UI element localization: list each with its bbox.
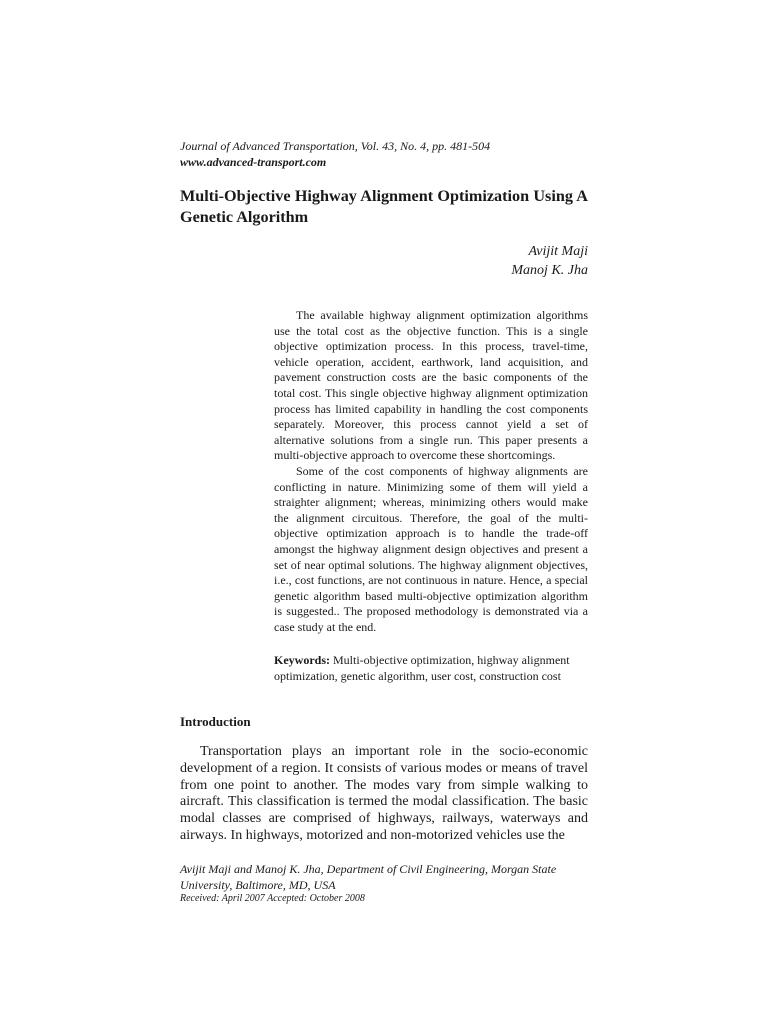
introduction-paragraph: Transportation plays an important role in the socio-economic development of a region. It consists of various modes or means of travel from one point to another. The modes vary from simple walking to aircraft. This classification is termed the modal classification. The basic modal classes are comprised of highways, railways, waterways and airways. In highways, motorized and non-motorized vehicles use the	[180, 744, 588, 843]
keywords	[274, 653, 590, 684]
abstract-paragraph: The available highway alignment optimization algorithms use the total cost as the objective function. This is a single objective optimization process. In this process, travel-time, vehicle operation, accident, earthwork, land acquisition, and pavement construction costs are the basic components of the total cost. This single objective highway alignment optimization process has limited capability in handling the cost components separately. Moreover, this process cannot yield a set of alternative solutions from a single run. This paper presents a multi-objective approach to overcome these shortcomings.	[274, 308, 588, 463]
section-heading-introduction: Introduction	[180, 714, 251, 729]
keywords-text: Multi-objective optimization, highway alignment optimization, genetic algorithm, user cost, construction cost	[274, 653, 570, 683]
keywords-label: Keywords:	[274, 653, 330, 667]
author-name: Avijit Maji	[528, 244, 588, 259]
received-accepted-dates: Received: April 2007 Accepted: October 2008	[180, 893, 365, 904]
author-name: Manoj K. Jha	[511, 263, 588, 278]
abstract	[274, 308, 588, 635]
abstract-paragraph: Some of the cost components of highway alignments are conflicting in nature. Minimizing some of them will yield a straighter alignment; whereas, minimizing others would make the alignment circuitous. Therefore, the goal of the multi-objective optimization approach is to handle the trade-off amongst the highway alignment design objectives and present a set of near optimal solutions. The highway alignment objectives, i.e., cost functions, are not continuous in nature. Hence, a special genetic algorithm based multi-objective optimization algorithm is suggested.. The proposed methodology is demonstrated via a case study at the end.	[274, 463, 588, 634]
paper-title: Multi-Objective Highway Alignment Optimization Using A Genetic Algorithm	[180, 187, 588, 226]
journal-website: www.advanced-transport.com	[180, 155, 327, 169]
author-affiliation-footnote: Avijit Maji and Manoj K. Jha, Department of Civil Engineering, Morgan State University, Baltimore, MD, USA	[180, 862, 557, 892]
journal-citation: Journal of Advanced Transportation, Vol. 43, No. 4, pp. 481-504	[180, 139, 491, 153]
